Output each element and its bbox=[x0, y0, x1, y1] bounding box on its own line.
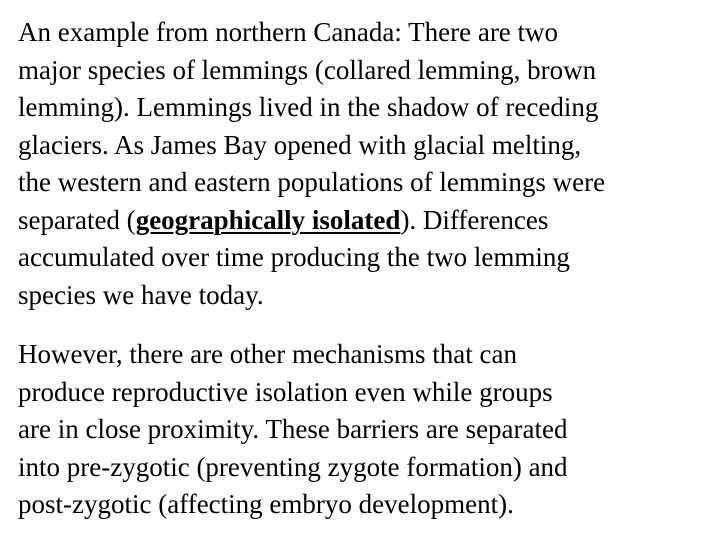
text-line: the western and eastern populations of lemmings were bbox=[18, 167, 606, 197]
lemming-example-paragraph bbox=[18, 14, 720, 314]
text-line: An example from northern Canada: There are two bbox=[18, 17, 559, 47]
text-line-with-emphasis bbox=[18, 202, 720, 240]
text-line: lemming). Lemmings lived in the shadow of receding bbox=[18, 92, 599, 122]
text-line: species we have today. bbox=[18, 279, 264, 310]
text-line: glaciers. As James Bay opened with glacial melting, bbox=[18, 129, 582, 160]
text-line: are in close proximity. These barriers are separated bbox=[18, 414, 568, 444]
text-segment: separated ( bbox=[18, 204, 136, 235]
emphasized-term: geographically isolated bbox=[135, 204, 401, 235]
text-line: accumulated over time producing the two lemming bbox=[18, 242, 570, 272]
text-line: into pre-zygotic (preventing zygote formation) and bbox=[18, 451, 568, 482]
text-line: produce reproductive isolation even while groups bbox=[18, 376, 553, 407]
text-line: However, there are other mechanisms that can bbox=[18, 339, 517, 369]
text-line: post-zygotic (affecting embryo development). bbox=[18, 489, 514, 519]
text-segment: ). Differences bbox=[400, 204, 549, 235]
isolation-mechanisms-paragraph bbox=[18, 336, 720, 524]
text-line: major species of lemmings (collared lemming, brown bbox=[18, 54, 597, 85]
